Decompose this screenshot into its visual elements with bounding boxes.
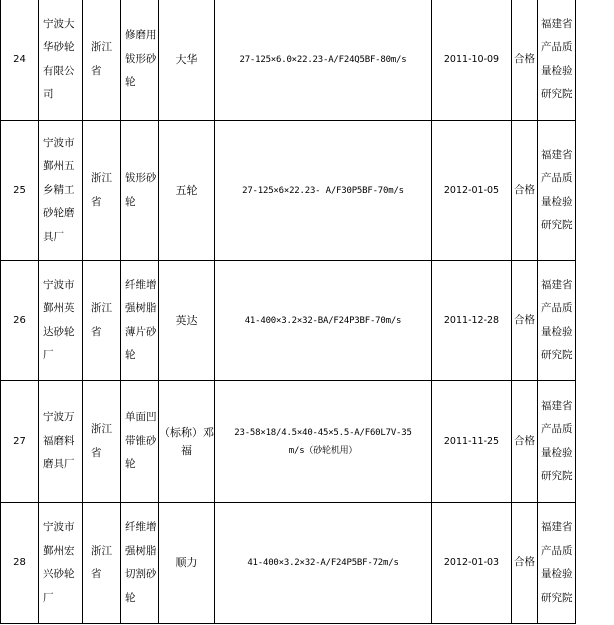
province: 浙江省 bbox=[83, 121, 121, 261]
row-number: 28 bbox=[1, 503, 39, 624]
row-number: 27 bbox=[1, 381, 39, 503]
test-result: 合格 bbox=[512, 0, 538, 121]
brand: （标称）邓福 bbox=[159, 381, 215, 503]
row-number: 26 bbox=[1, 261, 39, 381]
testing-institute: 福建省产品质量检验研究院 bbox=[538, 503, 576, 624]
specification: 41-400×3.2×32-BA/F24P3BF-70m/s bbox=[215, 261, 432, 381]
test-result: 合格 bbox=[512, 381, 538, 503]
table-row bbox=[1, 503, 576, 624]
production-date: 2012-01-05 bbox=[432, 121, 512, 261]
table-row bbox=[1, 0, 576, 121]
province: 浙江省 bbox=[83, 0, 121, 121]
production-date: 2011-10-09 bbox=[432, 0, 512, 121]
testing-institute: 福建省产品质量检验研究院 bbox=[538, 0, 576, 121]
product-name: 钹形砂轮 bbox=[121, 121, 159, 261]
row-number: 25 bbox=[1, 121, 39, 261]
testing-institute: 福建省产品质量检验研究院 bbox=[538, 381, 576, 503]
testing-institute: 福建省产品质量检验研究院 bbox=[538, 121, 576, 261]
province: 浙江省 bbox=[83, 261, 121, 381]
company-name: 宁波市鄞州宏兴砂轮厂 bbox=[39, 503, 83, 624]
table-row bbox=[1, 381, 576, 503]
brand: 大华 bbox=[159, 0, 215, 121]
company-name: 宁波万福磨料磨具厂 bbox=[39, 381, 83, 503]
province: 浙江省 bbox=[83, 503, 121, 624]
product-name: 修磨用钹形砂轮 bbox=[121, 0, 159, 121]
brand: 五轮 bbox=[159, 121, 215, 261]
product-name: 纤维增强树脂切割砂轮 bbox=[121, 503, 159, 624]
product-name: 单面凹带锥砂轮 bbox=[121, 381, 159, 503]
company-name: 宁波市鄞州五乡精工砂轮磨具厂 bbox=[39, 121, 83, 261]
company-name: 宁波大华砂轮有限公司 bbox=[39, 0, 83, 121]
brand: 顺力 bbox=[159, 503, 215, 624]
test-result: 合格 bbox=[512, 121, 538, 261]
specification: 23-58×18/4.5×40-45×5.5-A/F60L7V-35m/s（砂轮机用） bbox=[215, 381, 432, 503]
production-date: 2011-11-25 bbox=[432, 381, 512, 503]
specification: 27-125×6.0×22.23-A/F24Q5BF-80m/s bbox=[215, 0, 432, 121]
production-date: 2012-01-03 bbox=[432, 503, 512, 624]
table-row bbox=[1, 261, 576, 381]
brand: 英达 bbox=[159, 261, 215, 381]
production-date: 2011-12-28 bbox=[432, 261, 512, 381]
province: 浙江省 bbox=[83, 381, 121, 503]
company-name: 宁波市鄞州英达砂轮厂 bbox=[39, 261, 83, 381]
specification: 41-400×3.2×32-A/F24P5BF-72m/s bbox=[215, 503, 432, 624]
table-row bbox=[1, 121, 576, 261]
testing-institute: 福建省产品质量检验研究院 bbox=[538, 261, 576, 381]
test-result: 合格 bbox=[512, 261, 538, 381]
test-result: 合格 bbox=[512, 503, 538, 624]
row-number: 24 bbox=[1, 0, 39, 121]
specification: 27-125×6×22.23- A/F30P5BF-70m/s bbox=[215, 121, 432, 261]
product-name: 纤维增强树脂薄片砂轮 bbox=[121, 261, 159, 381]
